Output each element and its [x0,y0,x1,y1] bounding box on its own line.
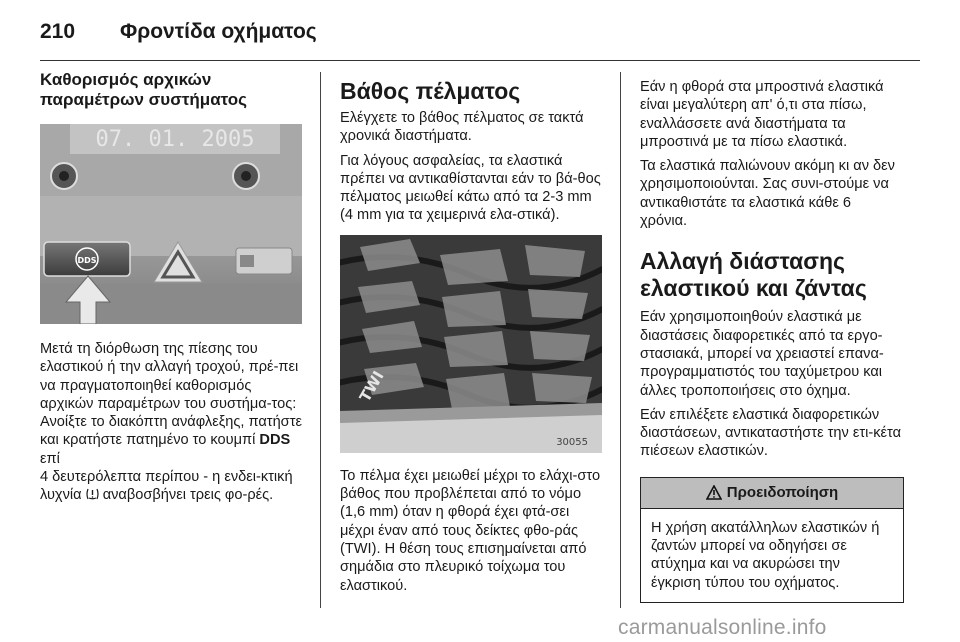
tire-tread-illustration [340,235,602,453]
warning-header [641,478,903,509]
warning-title: Προειδοποίηση [726,484,839,502]
tread-para-2: Για λόγους ασφαλείας, τα ελαστικά πρέπει να αντικαθίστανται εάν το βά-θος πέλματος μειωθεί κάτω από τα 2-3 mm (4 mm για τα χειμερινά ελα-στικά). [340,152,601,224]
tire-tread-photo [340,235,602,453]
warning-box [640,477,904,603]
column-1 [40,70,302,505]
section-heading-tread-depth: Βάθος πέλματος [340,78,521,104]
watermark: carmanualsonline.info [618,616,827,639]
column-divider-2 [620,72,621,608]
tire-pressure-warning-icon [86,488,99,500]
column-2 [340,70,602,595]
dashboard-illustration [40,124,302,324]
tread-para-3: Το πέλμα έχει μειωθεί μέχρι το ελάχι-στο βάθος που προβλέπεται από το νόμο (1,6 mm) όταν η φθορά έχει φτά-σει μέχρι έναν από τους δείκτες φθο-ράς (TWI). Η θέση τους επισημαίνεται από σημάδια στο πλευρικό τοίχωμα του ελαστικού. [340,467,601,594]
warning-triangle-icon [706,485,722,500]
section-heading-system-reset: Καθορισμός αρχικών παραμέτρων συστήματος [40,70,247,109]
dds-label: DDS [259,432,291,449]
tread-para-1: Ελέγχετε το βάθος πέλματος σε τακτά χρονικά διαστήματα. [340,110,584,145]
column-divider-1 [320,72,321,608]
reset-instructions: Μετά τη διόρθωση της πίεσης του ελαστικού ή την αλλαγή τροχού, πρέ-πει να πραγματοποιηθεί καθορισμός αρχικών παραμέτρων του συστήμα-τος: Ανοίξτε το διακόπτη ανάφλεξης, πατήστε και κρατήστε πατημένο το κουμπί DDS επί 4 δευτερόλεπτα περίπου - η ενδει-κτική λυχνία αναβοσβήνει τρεις φο-ρές. [40,341,302,504]
warning-text: Η χρήση ακατάλληλων ελαστικών ή ζαντών μπορεί να οδηγήσει σε ατύχημα και να ακυρώσει την έγκριση τύπου του οχήματος. [651,519,880,591]
size-change-para-1: Εάν χρησιμοποιηθούν ελαστικά με διαστάσεις διαφορετικές από τα εργο-στασιακά, μπορεί να χρειαστεί επανα-προγραμματιστός του ταχύμετρου και άλλες τροποποιήσεις στο όχημα. [640,309,884,399]
page-number: 210 [40,20,76,43]
header-divider [40,60,920,61]
size-change-para-2: Εάν επιλέξετε ελαστικά διαφορετικών διαστάσεων, αντικαταστήστε την ετι-κέτα πιέσεων ελαστικών. [640,406,902,460]
twi-marker-label: TWI [355,367,388,405]
rotation-para: Εάν η φθορά στα μπροστινά ελαστικά είναι μεγαλύτερη απ' ό,τι στα πίσω, εναλλάσσετε ανά διαστήματα τα μπροστινά με τα πίσω ελαστικά. [640,79,884,150]
page-header [40,14,920,54]
dds-button-label: DDS [77,256,97,265]
aging-para: Τα ελαστικά παλιώνουν ακόμη κι αν δεν χρησιμοποιούνται. Σας συνι-στούμε να αντικαθιστάτε τα ελαστικά κάθε 6 χρόνια. [640,158,895,230]
page-title: Φροντίδα οχήματος [120,20,317,43]
column-3 [640,70,902,603]
section-heading-size-change: Αλλαγή διάστασης ελαστικού και ζάντας [640,248,867,302]
dds-button-photo [40,124,302,324]
image-code: 30055 [556,436,588,448]
warning-body [641,509,903,602]
clock-display-text: 07. 01. 2005 [95,127,255,152]
